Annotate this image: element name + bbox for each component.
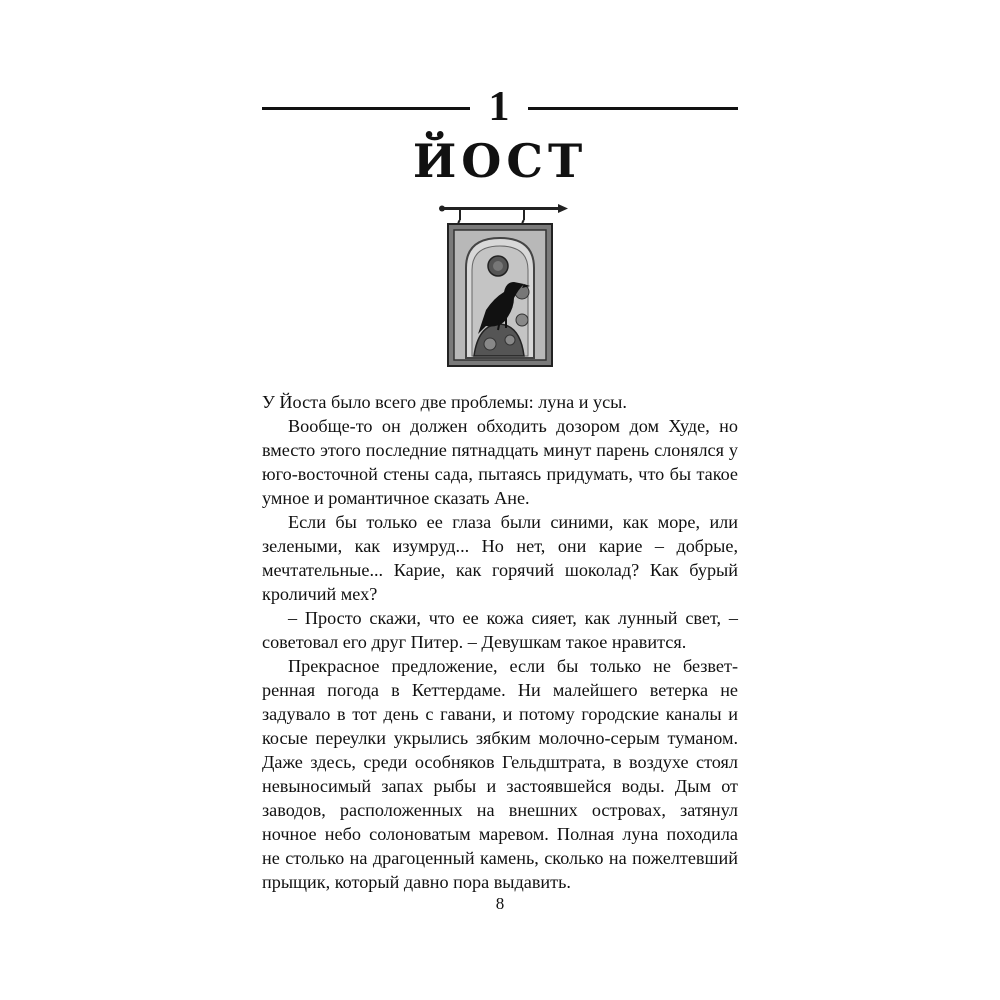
paragraph: У Йоста было всего две проблемы: луна и усы.: [262, 392, 627, 412]
paragraph: Если бы только ее глаза были синими, как море, или зелеными, как изумруд... Но нет, они карие – добрые, мечтательные... Карие, как горячий шоколад? Как бурый кроличий мех?: [262, 512, 738, 604]
chapter-title: ЙОСТ: [412, 134, 588, 188]
paragraph: – Просто скажи, что ее кожа сияет, как лунный свет, – советовал его друг Питер. – Девушкам такое нравится.: [262, 608, 738, 652]
chapter-rule-left: [262, 107, 470, 110]
paragraph: Вообще-то он должен обходить дозором дом Худе, но вместо этого последние пятнадцать минут парень слонялся у юго-восточной стены сада, пытаясь придумать, что бы такое умное и романтичное сказать Ане.: [262, 416, 738, 508]
paragraph: Прекрасное предложение, если бы только не безветренная погода в Кеттердаме. Ни малейшего ветерка не задувало в тот день с гавани, и потому городские каналы и косые переулки укрылись зябким молочно-серым туманом. Даже здесь, среди особняков Гельдштрата, в воздухе стоял невыносимый запах рыбы и застоявшейся воды. Дым от заводов, расположенных на внешних островах, затянул ночное небо солоноватым маревом. Полная луна походила не столько на драгоценный камень, сколько на пожелтевший прыщик, который давно пора выдавить.: [262, 656, 738, 892]
raven-sign-icon: [438, 198, 568, 368]
chapter-number: 1: [488, 84, 510, 130]
chapter-rule-right: [528, 107, 738, 110]
page-number: 8: [495, 894, 505, 913]
body-text: [262, 390, 738, 894]
